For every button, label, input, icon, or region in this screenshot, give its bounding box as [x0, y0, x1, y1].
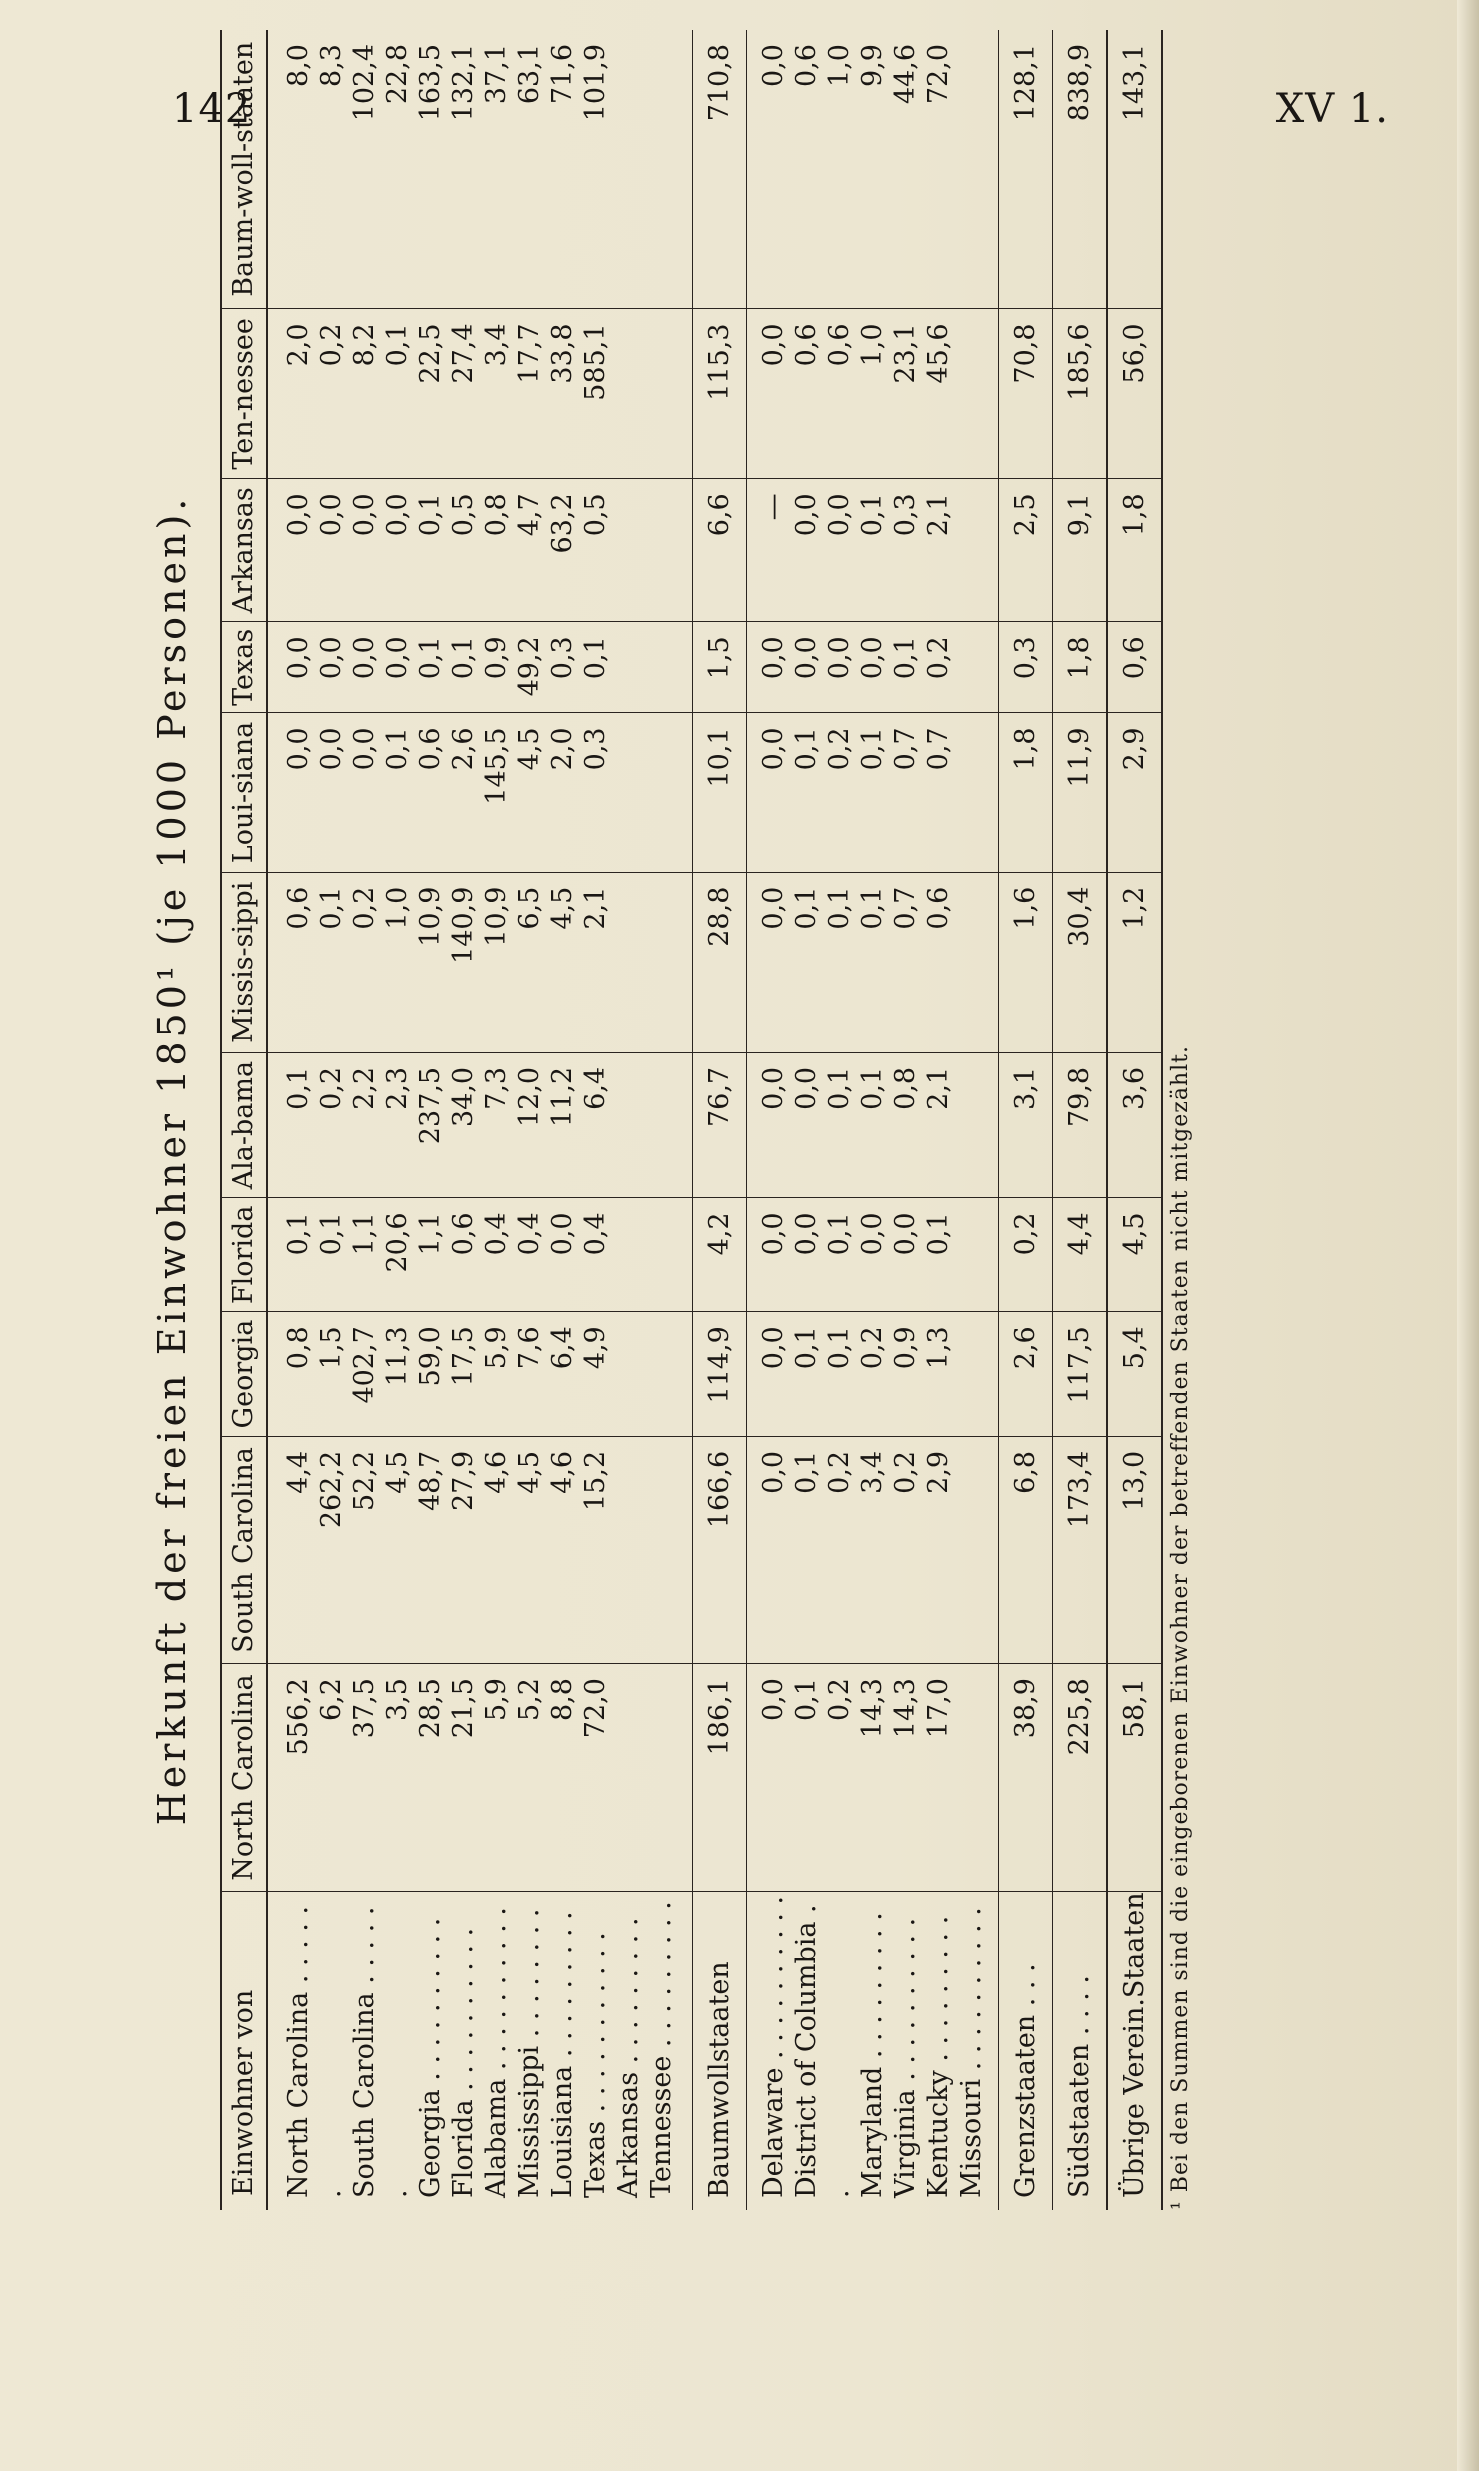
table-cell: 117,5	[1053, 1312, 1108, 1437]
page-edge-shadow	[1457, 0, 1479, 2471]
border-col-florida: 0,0 0,0 0,1 0,0 0,0 0,1	[747, 1198, 999, 1312]
border-col-texas: 0,0 0,0 0,0 0,0 0,1 0,2	[747, 622, 999, 713]
table-cell: 9,1	[1053, 479, 1108, 622]
col-header-louisiana: Loui-siana	[221, 713, 267, 872]
col-header-cotton-states: Baum-woll-staaten	[221, 30, 267, 309]
table-cell: 0,3	[999, 622, 1053, 713]
cotton-col-louisiana: 0,0 0,0 0,0 0,1 0,6 2,6 145,5 4,5 2,0 0,3	[267, 713, 693, 872]
table-cell: 128,1	[999, 30, 1053, 309]
table-cell: 10,1	[693, 713, 747, 872]
table-cell: 6,8	[999, 1436, 1053, 1663]
table-cell: 115,3	[693, 309, 747, 479]
table-cell: 1,8	[1107, 479, 1162, 622]
table-cell: 0,2	[999, 1198, 1053, 1312]
header-row	[221, 30, 267, 2210]
origin-table	[220, 30, 1163, 2210]
cotton-states-total-row	[693, 30, 747, 2210]
table-cell: 1,6	[999, 872, 1053, 1052]
other-states-total-row	[1107, 30, 1162, 2210]
table-title: Herkunft der freien Einwohner 1850¹ (je 1000 Personen).	[150, 494, 194, 1826]
cotton-col-south-carolina: 4,4 262,2 52,2 4,5 48,7 27,9 4,6 4,5 4,6 15,2	[267, 1436, 693, 1663]
table-cell: 166,6	[693, 1436, 747, 1663]
border-col-georgia: 0,0 0,1 0,1 0,2 0,9 1,3	[747, 1312, 999, 1437]
col-header-tennessee: Ten-nessee	[221, 309, 267, 479]
table-cell: 38,9	[999, 1664, 1053, 1892]
border-col-tennessee: 0,0 0,6 0,6 1,0 23,1 45,6	[747, 309, 999, 479]
table-cell: 710,8	[693, 30, 747, 309]
col-header-texas: Texas	[221, 622, 267, 713]
border-col-louisiana: 0,0 0,1 0,2 0,1 0,7 0,7	[747, 713, 999, 872]
table-cell: 2,6	[999, 1312, 1053, 1437]
table-cell: 0,6	[1107, 622, 1162, 713]
table-cell: 79,8	[1053, 1052, 1108, 1197]
col-header-south-carolina: South Carolina	[221, 1436, 267, 1663]
table-cell: 13,0	[1107, 1436, 1162, 1663]
table-cell: 5,4	[1107, 1312, 1162, 1437]
table-cell: 70,8	[999, 309, 1053, 479]
table-cell: 4,5	[1107, 1198, 1162, 1312]
table-cell: 56,0	[1107, 309, 1162, 479]
col-header-mississippi: Missis-sippi	[221, 872, 267, 1052]
table-cell: 173,4	[1053, 1436, 1108, 1663]
table-cell: 225,8	[1053, 1664, 1108, 1892]
table-cell: 58,1	[1107, 1664, 1162, 1892]
table-cell: 3,6	[1107, 1052, 1162, 1197]
table-cell: 2,9	[1107, 713, 1162, 872]
cotton-col-tennessee: 2,0 0,2 8,2 0,1 22,5 27,4 3,4 17,7 33,8 585,1	[267, 309, 693, 479]
table-cell: 4,4	[1053, 1198, 1108, 1312]
cotton-state-labels: North Carolina . . . . . . South Carolina . . . . . . Georgia . . . . . . . . . . Florida . . . . . . . . . . Alabama . . . . . . . . . . Mississippi . . . . . . . . Louisiana . . . . . . . . . Texas . . . . . . . . . . . Arkansas . . . . . . . . . Tennessee . . . . . . . . .	[283, 1901, 678, 2198]
border-col-arkansas: — 0,0 0,0 0,1 0,3 2,1	[747, 479, 999, 622]
border-total-label: Grenzstaaten . . .	[999, 1892, 1053, 2211]
border-col-mississippi: 0,0 0,1 0,1 0,1 0,7 0,6	[747, 872, 999, 1052]
table-cell: 186,1	[693, 1664, 747, 1892]
table-cell: 3,1	[999, 1052, 1053, 1197]
border-col-south-carolina: 0,0 0,1 0,2 3,4 0,2 2,9	[747, 1436, 999, 1663]
cotton-total-label: Baumwollstaaten	[693, 1892, 747, 2211]
cotton-col-florida: 0,1 0,1 1,1 20,6 1,1 0,6 0,4 0,4 0,0 0,4	[267, 1198, 693, 1312]
table-cell: 114,9	[693, 1312, 747, 1437]
border-states-total-row	[999, 30, 1053, 2210]
other-total-label: Übrige Verein.Staaten	[1107, 1892, 1162, 2211]
table-cell: 838,9	[1053, 30, 1108, 309]
col-header-origin: Einwohner von	[221, 1892, 267, 2211]
table-cell: 1,8	[1053, 622, 1108, 713]
table-cell: 4,2	[693, 1198, 747, 1312]
table-cell: 1,5	[693, 622, 747, 713]
border-col-total: 0,0 0,6 1,0 9,9 44,6 72,0	[747, 30, 999, 309]
table-cell: 11,9	[1053, 713, 1108, 872]
table-cell: 185,6	[1053, 309, 1108, 479]
table-cell: 6,6	[693, 479, 747, 622]
border-states-block	[747, 30, 999, 2210]
col-header-north-carolina: North Carolina	[221, 1664, 267, 1892]
cotton-col-mississippi: 0,6 0,1 0,2 1,0 10,9 140,9 10,9 6,5 4,5 2,1	[267, 872, 693, 1052]
south-total-label: Südstaaten . . . .	[1053, 1892, 1108, 2211]
cotton-col-total: 8,0 8,3 102,4 22,8 163,5 132,1 37,1 63,1 71,6 101,9	[267, 30, 693, 309]
table-cell: 28,8	[693, 872, 747, 1052]
col-header-arkansas: Arkansas	[221, 479, 267, 622]
border-col-north-carolina: 0,0 0,1 0,2 14,3 14,3 17,0	[747, 1664, 999, 1892]
col-header-georgia: Georgia	[221, 1312, 267, 1437]
border-col-alabama: 0,0 0,0 0,1 0,1 0,8 2,1	[747, 1052, 999, 1197]
cotton-col-north-carolina: 556,2 6,2 37,5 3,5 28,5 21,5 5,9 5,2 8,8 72,0	[267, 1664, 693, 1892]
col-header-florida: Florida	[221, 1198, 267, 1312]
cotton-col-alabama: 0,1 0,2 2,2 2,3 237,5 34,0 7,3 12,0 11,2 6,4	[267, 1052, 693, 1197]
table-cell: 1,8	[999, 713, 1053, 872]
section-mark: XV 1.	[1275, 86, 1389, 132]
footnote: ¹ Bei den Summen sind die eingeborenen Einwohner der betreffenden Staaten nicht mitgezählt.	[1168, 1044, 1193, 2210]
table-cell: 1,2	[1107, 872, 1162, 1052]
cotton-col-arkansas: 0,0 0,0 0,0 0,0 0,1 0,5 0,8 4,7 63,2 0,5	[267, 479, 693, 622]
table-cell: 76,7	[693, 1052, 747, 1197]
rotated-table-block	[150, 0, 1250, 2270]
border-state-labels: Delaware . . . . . . . . . . District of Columbia . . Maryland . . . . . . . . . Virginia . . . . . . . . . . Kentucky . . . . . . . . . Missouri . . . . . . . . . .	[747, 1892, 999, 2211]
table-cell: 30,4	[1053, 872, 1108, 1052]
table-cell: 2,5	[999, 479, 1053, 622]
south-states-total-row	[1053, 30, 1108, 2210]
table-cell: 143,1	[1107, 30, 1162, 309]
cotton-col-texas: 0,0 0,0 0,0 0,0 0,1 0,1 0,9 49,2 0,3 0,1	[267, 622, 693, 713]
cotton-col-georgia: 0,8 1,5 402,7 11,3 59,0 17,5 5,9 7,6 6,4 4,9	[267, 1312, 693, 1437]
cotton-states-block	[267, 30, 693, 2210]
page-number: 142	[172, 86, 252, 132]
col-header-alabama: Ala-bama	[221, 1052, 267, 1197]
